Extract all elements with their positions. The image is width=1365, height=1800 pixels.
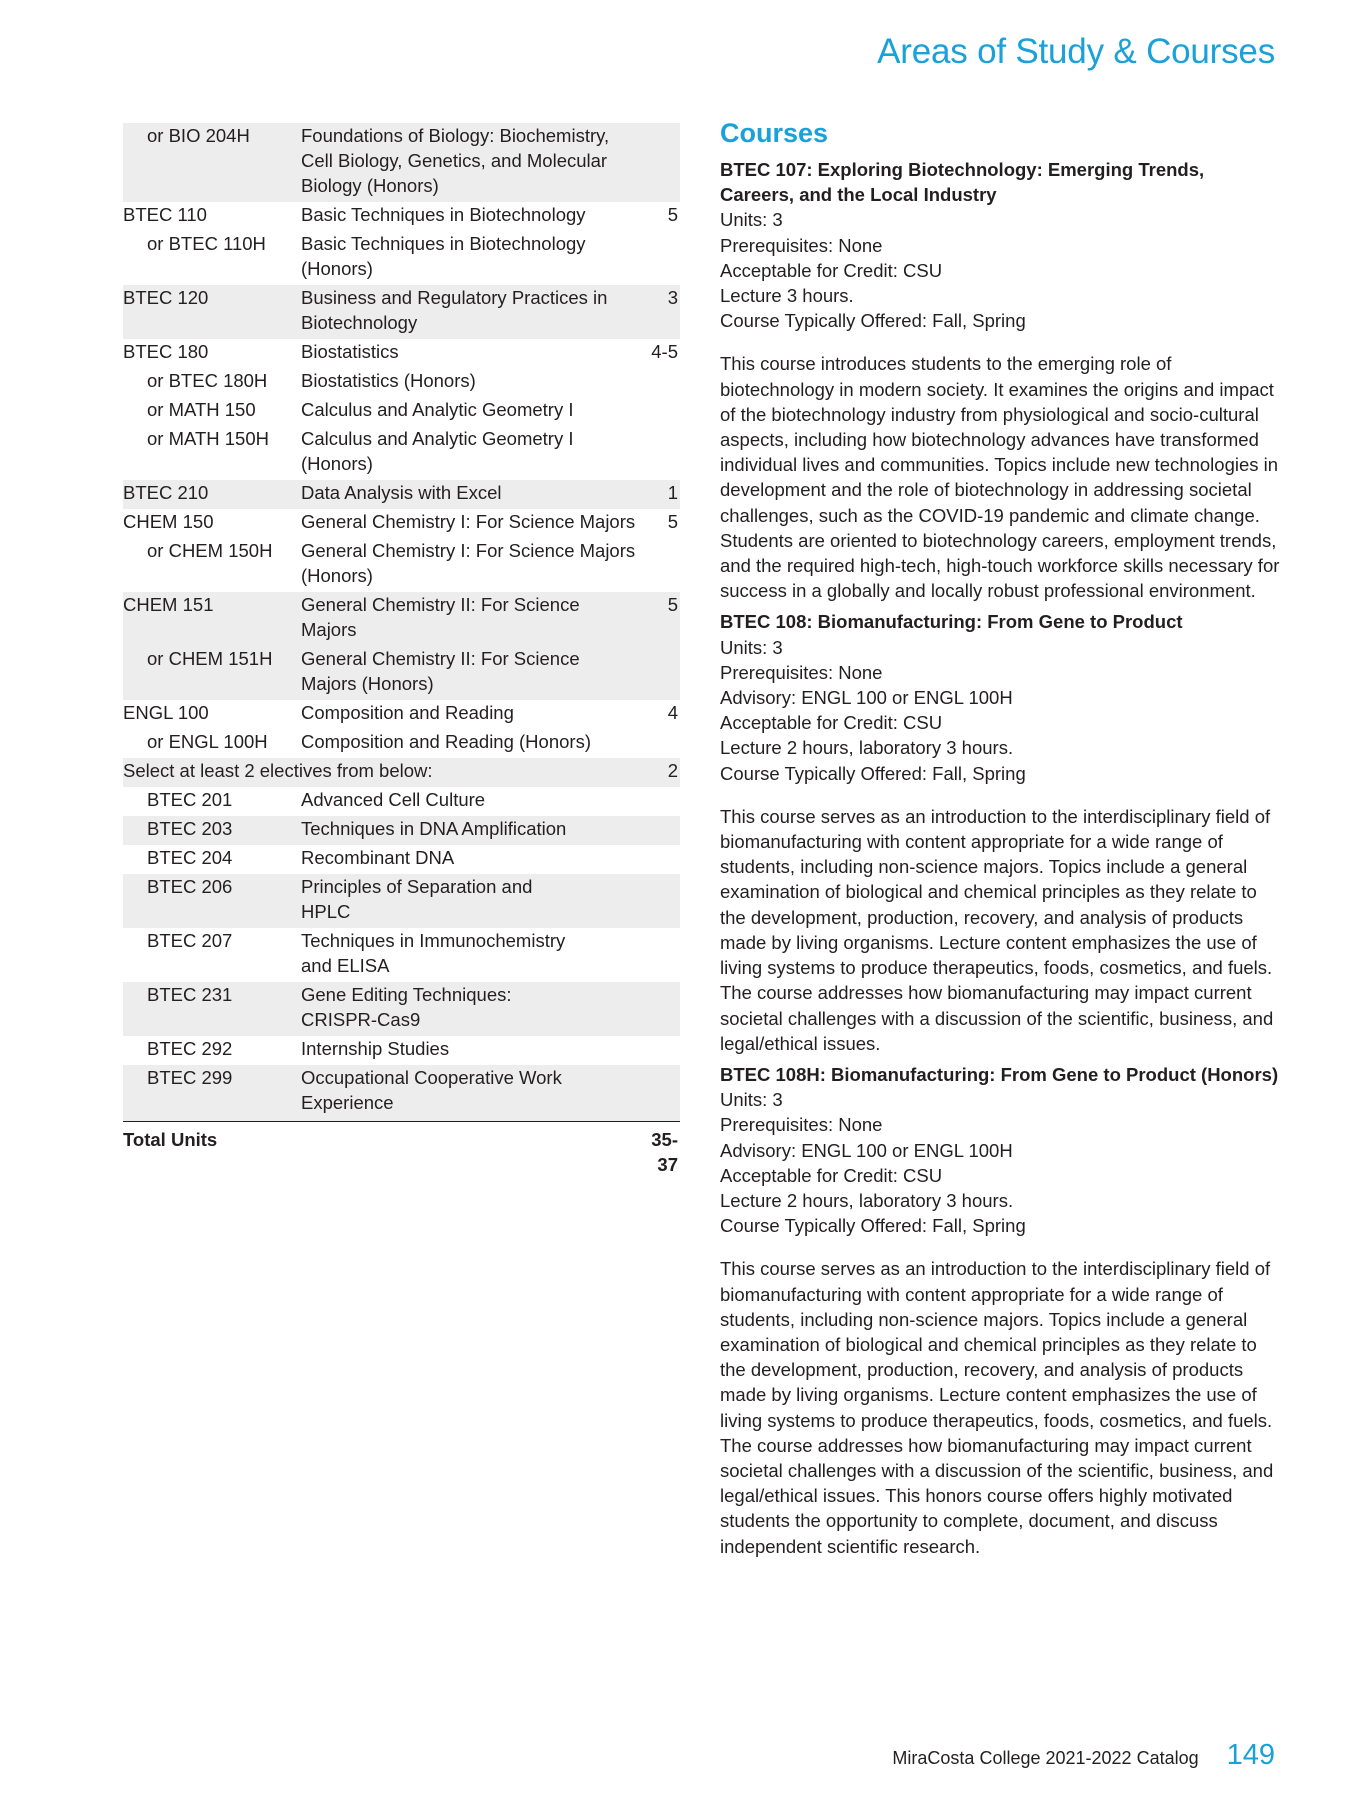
course-units — [640, 397, 680, 426]
requirement-row — [123, 426, 680, 480]
course-description: This course introduces students to the emerging role of biotechnology in modern society. It examines the origins and impact of the biotechnology industry from physiological and socio-cultural aspects, including how biotechnology advances have transformed individual lives and communities. Topics include new technologies in development and the role of biotechnology in addressing societal challenges, such as the COVID-19 pandemic and climate change. Students are oriented to biotechnology careers, employment trends, and the required high-tech, high-touch workforce skills necessary for success in a globally and locally robust professional environment. — [720, 353, 1280, 602]
course-title: Basic Techniques in Biotechnology — [301, 204, 586, 225]
course-code: or MATH 150 — [147, 399, 256, 420]
elective-units — [640, 1036, 680, 1065]
electives-instruction: Select at least 2 electives from below: — [123, 758, 640, 787]
requirement-row — [123, 729, 680, 758]
course-detail: Acceptable for Credit: CSU — [720, 712, 943, 734]
elective-row — [123, 874, 680, 928]
elective-units — [640, 1065, 680, 1122]
course-description: This course serves as an introduction to the interdisciplinary field of biomanufacturing with content appropriate for a wide range of students, including non-science majors. Topics include a general examination of biological and chemical principles as they relate to the development, production, recovery, and analysis of products made by living organisms. Lecture content emphasizes the use of living systems to produce therapeutics, foods, cosmetics, and fuels. The course addresses how biomanufacturing may impact current societal challenges with a discussion of the scientific, business, and legal/ethical issues. This honors course offers highly motivated students the opportunity to complete, document, and discuss independent scientific research. — [720, 1258, 1274, 1557]
course-code: or BIO 204H — [123, 123, 301, 202]
total-units-row — [123, 1122, 680, 1182]
elective-code: BTEC 201 — [147, 789, 233, 810]
elective-row — [123, 1065, 680, 1122]
requirement-row — [123, 231, 680, 285]
elective-title: Advanced Cell Culture — [301, 789, 486, 810]
course-units — [640, 123, 680, 202]
course-title: BTEC 108H: Biomanufacturing: From Gene to Product (Honors) — [720, 1063, 1279, 1085]
elective-units — [640, 874, 680, 928]
electives-instruction-row — [123, 758, 680, 787]
elective-title: Occupational Cooperative Work Experience — [301, 1065, 640, 1122]
course-detail: Lecture 3 hours. — [720, 285, 854, 307]
requirement-row — [123, 700, 680, 729]
requirement-row — [123, 123, 680, 202]
course-title: Composition and Reading (Honors) — [301, 731, 591, 752]
requirements-table — [123, 123, 680, 1181]
course-units: 3 — [640, 285, 680, 339]
course-detail: Prerequisites: None — [720, 1114, 883, 1136]
elective-title: Internship Studies — [301, 1038, 450, 1059]
course-code: CHEM 151 — [123, 592, 301, 646]
course-detail: Lecture 2 hours, laboratory 3 hours. — [720, 1189, 1014, 1211]
course-detail: Course Typically Offered: Fall, Spring — [720, 762, 1026, 784]
course-units: 1 — [640, 480, 680, 509]
courses-section — [720, 117, 1280, 1565]
elective-units — [640, 982, 680, 1036]
requirement-row — [123, 285, 680, 339]
elective-units — [640, 845, 680, 874]
elective-units — [640, 787, 680, 816]
elective-title: Techniques in DNA Amplification — [301, 816, 640, 845]
course-title: Foundations of Biology: Biochemistry, Cell Biology, Genetics, and Molecular Biology (Honors) — [301, 123, 640, 202]
page-section-title: Areas of Study & Courses — [877, 32, 1275, 71]
elective-title: Techniques in Immunochemistry and ELISA — [301, 930, 566, 976]
requirement-row — [123, 397, 680, 426]
elective-row — [123, 816, 680, 845]
course-title: Data Analysis with Excel — [301, 480, 640, 509]
elective-code: BTEC 207 — [147, 930, 233, 951]
course-title: Basic Techniques in Biotechnology (Honors) — [301, 233, 586, 279]
elective-title: Principles of Separation and HPLC — [301, 874, 640, 928]
course-units — [640, 231, 680, 285]
course-title: BTEC 108: Biomanufacturing: From Gene to Product — [720, 611, 1183, 633]
course-title: General Chemistry II: For Science Majors — [301, 592, 640, 646]
course-title: Calculus and Analytic Geometry I — [301, 399, 574, 420]
course-detail: Course Typically Offered: Fall, Spring — [720, 310, 1026, 332]
course-units — [640, 646, 680, 700]
requirement-row — [123, 646, 680, 700]
page-footer — [892, 1739, 1275, 1772]
elective-row — [123, 787, 680, 816]
course-detail: Lecture 2 hours, laboratory 3 hours. — [720, 737, 1014, 759]
course-list — [720, 157, 1280, 1559]
courses-heading: Courses — [720, 118, 829, 148]
elective-code: BTEC 206 — [123, 874, 301, 928]
elective-title: Recombinant DNA — [301, 847, 455, 868]
course-detail: Course Typically Offered: Fall, Spring — [720, 1215, 1026, 1237]
catalog-name: MiraCosta College 2021-2022 Catalog — [892, 1748, 1199, 1768]
course-code: BTEC 110 — [123, 204, 207, 225]
course-code: or ENGL 100H — [147, 731, 268, 752]
requirement-row — [123, 480, 680, 509]
course-units: 4-5 — [651, 341, 678, 362]
electives-units: 2 — [640, 758, 680, 787]
course-detail: Units: 3 — [720, 1089, 783, 1111]
course-entry — [720, 157, 1280, 603]
requirement-row — [123, 592, 680, 646]
page-number: 149 — [1226, 1739, 1275, 1771]
course-code: BTEC 180 — [123, 341, 209, 362]
course-code: or BTEC 180H — [147, 370, 268, 391]
course-title: Composition and Reading — [301, 702, 514, 723]
elective-code: BTEC 299 — [123, 1065, 301, 1122]
course-code: ENGL 100 — [123, 702, 209, 723]
course-detail: Prerequisites: None — [720, 234, 883, 256]
course-title: Biostatistics — [301, 341, 399, 362]
course-entry — [720, 609, 1280, 1055]
elective-units — [640, 816, 680, 845]
requirement-row — [123, 509, 680, 538]
course-title: BTEC 107: Exploring Biotechnology: Emerging Trends, Careers, and the Local Industry — [720, 159, 1205, 206]
elective-row — [123, 982, 680, 1036]
course-title: General Chemistry I: For Science Majors (Honors) — [301, 540, 636, 586]
elective-row — [123, 845, 680, 874]
requirement-row — [123, 368, 680, 397]
course-code: or MATH 150H — [147, 428, 269, 449]
course-title: Biostatistics (Honors) — [301, 370, 476, 391]
course-units — [640, 368, 680, 397]
course-units: 5 — [640, 592, 680, 646]
requirement-row — [123, 202, 680, 231]
elective-row — [123, 928, 680, 982]
course-title: General Chemistry I: For Science Majors — [301, 511, 636, 532]
total-units-label: Total Units — [123, 1129, 218, 1150]
course-description: This course serves as an introduction to the interdisciplinary field of biomanufacturing with content appropriate for a wide range of students, including non-science majors. Topics include a general examination of biological and chemical principles as they relate to the development, production, recovery, and analysis of products made by living organisms. Lecture content emphasizes the use of living systems to produce therapeutics, foods, cosmetics, and fuels. The course addresses how biomanufacturing may impact current societal challenges with a discussion of the scientific, business, and legal/ethical issues. — [720, 805, 1274, 1054]
course-detail: Acceptable for Credit: CSU — [720, 259, 943, 281]
course-detail: Prerequisites: None — [720, 661, 883, 683]
course-units — [640, 426, 680, 480]
course-code: BTEC 210 — [123, 480, 301, 509]
course-detail: Units: 3 — [720, 209, 783, 231]
course-units — [640, 538, 680, 592]
requirement-row — [123, 538, 680, 592]
elective-code: BTEC 204 — [147, 847, 233, 868]
course-detail: Acceptable for Credit: CSU — [720, 1164, 943, 1186]
course-code: or CHEM 150H — [147, 540, 273, 561]
course-code: CHEM 150 — [123, 511, 214, 532]
course-code: or CHEM 151H — [123, 646, 301, 700]
elective-code: BTEC 231 — [123, 982, 301, 1036]
total-units-value: 35-37 — [651, 1129, 678, 1175]
course-title: Business and Regulatory Practices in Biotechnology — [301, 285, 640, 339]
requirements-body — [123, 123, 680, 1181]
elective-code: BTEC 203 — [123, 816, 301, 845]
course-title: General Chemistry II: For Science Majors (Honors) — [301, 646, 640, 700]
course-units — [640, 729, 680, 758]
course-units: 5 — [667, 204, 678, 225]
course-title: Calculus and Analytic Geometry I (Honors) — [301, 428, 574, 474]
course-detail: Advisory: ENGL 100 or ENGL 100H — [720, 1139, 1013, 1161]
course-detail: Advisory: ENGL 100 or ENGL 100H — [720, 687, 1013, 709]
elective-title: Gene Editing Techniques: CRISPR-Cas9 — [301, 982, 640, 1036]
elective-row — [123, 1036, 680, 1065]
course-detail: Units: 3 — [720, 636, 783, 658]
course-units: 4 — [667, 702, 678, 723]
requirement-row — [123, 339, 680, 368]
elective-units — [640, 928, 680, 982]
elective-code: BTEC 292 — [147, 1038, 233, 1059]
course-code: or BTEC 110H — [147, 233, 266, 254]
course-entry — [720, 1062, 1280, 1559]
course-code: BTEC 120 — [123, 285, 301, 339]
course-units: 5 — [667, 511, 678, 532]
